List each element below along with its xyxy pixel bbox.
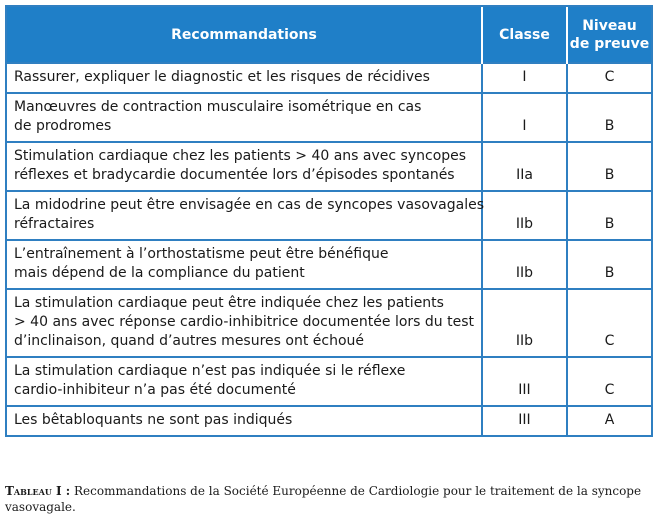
recommendation-line: Stimulation cardiaque chez les patients > 40 ans avec syncopes: [14, 148, 467, 164]
niveau-cell: C: [567, 63, 651, 93]
recommendation-line: Rassurer, expliquer le diagnostic et les risques de récidives: [14, 69, 430, 85]
recommendation-line: réflexes et bradycardie documentée lors d’épisodes spontanés: [14, 167, 455, 183]
classe-cell: I: [482, 93, 567, 142]
niveau-cell: B: [567, 142, 651, 191]
header-classe: Classe: [482, 7, 567, 63]
recommendation-cell: [7, 289, 482, 357]
recommendation-cell: [7, 240, 482, 289]
recommendation-line: L’entraînement à l’orthostatisme peut être bénéfique: [14, 246, 389, 262]
recommendation-cell: [7, 63, 482, 93]
classe-cell: I: [482, 63, 567, 93]
classe-cell: III: [482, 406, 567, 435]
classe-cell: IIb: [482, 240, 567, 289]
recommendation-cell: [7, 406, 482, 435]
recommendations-table: [7, 7, 651, 435]
header-niveau-de-preuve: [567, 7, 651, 63]
header-recommandations: Recommandations: [7, 7, 482, 63]
table-row: [7, 240, 651, 289]
caption-text: Recommandations de la Société Européenne de Cardiologie pour le traitement de la syncope vasovagale.: [5, 484, 642, 514]
recommendation-line: réfractaires: [14, 216, 95, 232]
niveau-cell: B: [567, 240, 651, 289]
caption-label: Tableau I :: [5, 484, 71, 498]
table-row: [7, 191, 651, 240]
classe-cell: IIb: [482, 289, 567, 357]
table-row: [7, 63, 651, 93]
recommendation-line: Les bêtabloquants ne sont pas indiqués: [14, 412, 293, 428]
table-row: [7, 289, 651, 357]
header-niveau-line1: Niveau: [582, 17, 637, 34]
recommendation-line: La stimulation cardiaque n’est pas indiquée si le réflexe: [14, 363, 406, 379]
recommendation-cell: [7, 142, 482, 191]
recommendation-line: La midodrine peut être envisagée en cas de syncopes vasovagales: [14, 197, 485, 213]
recommendation-line: La stimulation cardiaque peut être indiquée chez les patients: [14, 295, 444, 311]
recommendation-cell: [7, 191, 485, 240]
recommendation-line: mais dépend de la compliance du patient: [14, 265, 305, 281]
table-caption: [5, 483, 653, 515]
recommendation-cell: [7, 93, 482, 142]
niveau-cell: C: [567, 289, 651, 357]
niveau-cell: C: [567, 357, 651, 406]
recommendation-line: > 40 ans avec réponse cardio-inhibitrice documentée lors du test: [14, 314, 475, 330]
recommendations-table-container: [5, 5, 653, 437]
table-header: [7, 7, 651, 63]
classe-cell: IIb: [482, 191, 567, 240]
classe-cell: III: [482, 357, 567, 406]
recommendation-line: d’inclinaison, quand d’autres mesures ont échoué: [14, 333, 365, 349]
recommendation-cell: [7, 357, 482, 406]
header-row: [7, 7, 651, 63]
table-row: [7, 142, 651, 191]
table-body: [7, 63, 651, 435]
recommendation-line: Manœuvres de contraction musculaire isométrique en cas: [14, 99, 422, 115]
niveau-cell: B: [567, 191, 651, 240]
niveau-cell: A: [567, 406, 651, 435]
header-niveau-line2: de preuve: [569, 35, 650, 52]
table-row: [7, 357, 651, 406]
recommendation-line: cardio-inhibiteur n’a pas été documenté: [14, 382, 296, 398]
niveau-cell: B: [567, 93, 651, 142]
recommendation-line: de prodromes: [14, 118, 112, 134]
classe-cell: IIa: [482, 142, 567, 191]
table-row: [7, 93, 651, 142]
table-row: [7, 406, 651, 435]
